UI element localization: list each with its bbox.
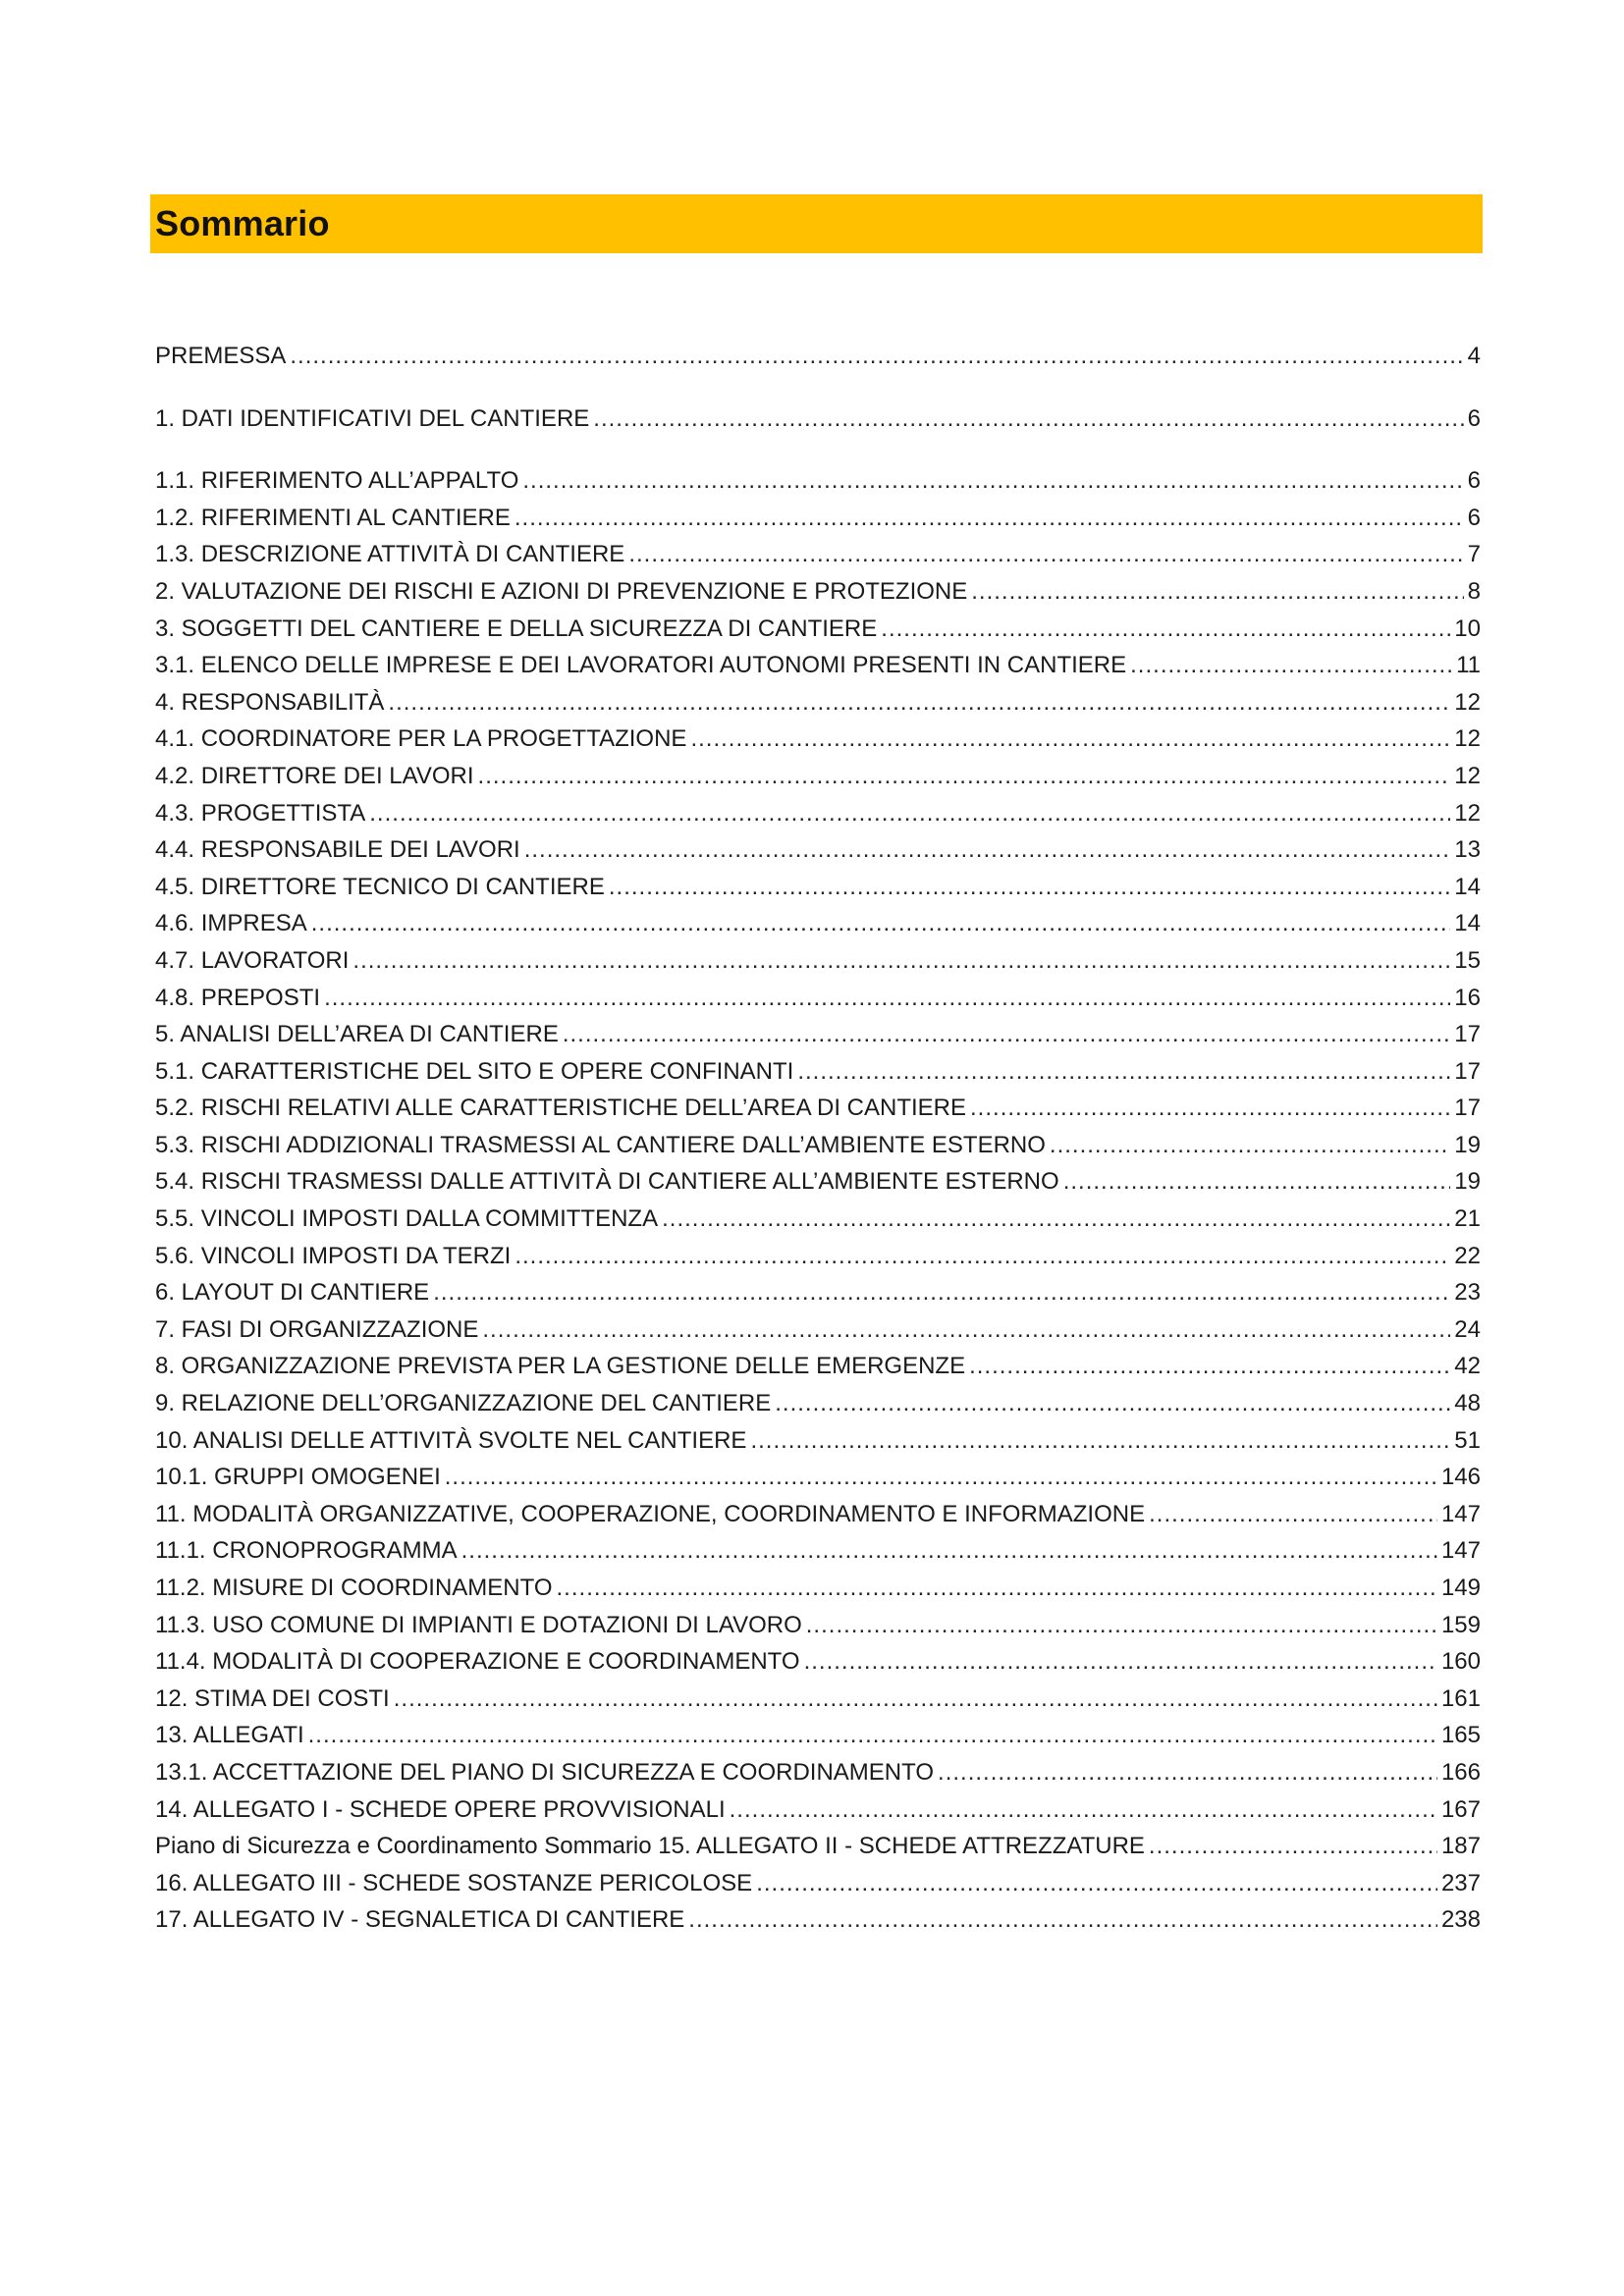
toc-dot-leader [478,758,1451,795]
toc-entry-page-number: 7 [1467,541,1481,568]
toc-entry-page-number: 147 [1440,1500,1481,1527]
toc-entry-page-number: 165 [1440,1722,1481,1749]
toc-dot-leader [352,942,1450,980]
toc-entry-page-number: 6 [1467,467,1481,495]
toc-entry-page-number: 24 [1454,1315,1481,1343]
toc-entry-page-number: 16 [1454,984,1481,1011]
toc-entry[interactable] [155,1828,1481,1865]
toc-dot-leader [806,1607,1437,1644]
toc-entry-page-number: 13 [1454,836,1481,864]
toc-entry-label: 5. ANALISI DELL’AREA DI CANTIERE [155,1021,559,1048]
toc-dot-leader [1149,1496,1437,1533]
toc-entry-page-number: 159 [1440,1611,1481,1638]
toc-dot-leader [290,338,1463,375]
toc-entry-label: 9. RELAZIONE DELL’ORGANIZZAZIONE DEL CANTIERE [155,1390,772,1417]
toc-entry-label: 4.2. DIRETTORE DEI LAVORI [155,762,474,789]
toc-entry-page-number: 17 [1454,1095,1481,1122]
toc-dot-leader [969,1348,1450,1385]
toc-entry-label: 10.1. GRUPPI OMOGENEI [155,1464,441,1491]
toc-entry-page-number: 12 [1454,762,1481,789]
toc-entry-label: 4.6. IMPRESA [155,910,307,937]
toc-entry[interactable] [155,1090,1481,1127]
toc-entry-label: 3. SOGGETTI DEL CANTIERE E DELLA SICUREZZA DI CANTIERE [155,614,878,642]
toc-entry-page-number: 6 [1467,404,1481,432]
toc-entry[interactable] [155,721,1481,758]
toc-entry-label: 13.1. ACCETTAZIONE DEL PIANO DI SICUREZZA E COORDINAMENTO [155,1758,935,1786]
toc-dot-leader [662,1201,1450,1238]
toc-entry[interactable] [155,1865,1481,1902]
toc-dot-leader [938,1754,1437,1791]
toc-dot-leader [797,1053,1450,1091]
toc-entry[interactable] [155,1348,1481,1385]
toc-entry-page-number: 23 [1454,1279,1481,1307]
title-bar [150,194,1483,253]
toc-entry-label: 10. ANALISI DELLE ATTIVITÀ SVOLTE NEL CANTIERE [155,1426,747,1454]
toc-entry-label: 5.3. RISCHI ADDIZIONALI TRASMESSI AL CANTIERE DALL’AMBIENTE ESTERNO [155,1131,1046,1158]
toc-dot-leader [730,1791,1437,1829]
toc-entry[interactable] [155,795,1481,832]
toc-dot-leader [369,795,1450,832]
toc-entry-label: 4.8. PREPOSTI [155,984,321,1011]
toc-dot-leader [750,1422,1450,1460]
toc-entry-label: 1.2. RIFERIMENTI AL CANTIERE [155,504,511,531]
toc-entry[interactable] [155,980,1481,1017]
toc-entry-page-number: 42 [1454,1353,1481,1380]
toc-entry[interactable] [155,462,1481,500]
toc-entry-label: 14. ALLEGATO I - SCHEDE OPERE PROVVISIONALI [155,1795,726,1823]
toc-entry[interactable] [155,831,1481,869]
toc-dot-leader [593,400,1463,438]
toc-entry-label: 11.4. MODALITÀ DI COOPERAZIONE E COORDINAMENTO [155,1648,800,1676]
toc-entry[interactable] [155,1459,1481,1496]
toc-entry-page-number: 187 [1440,1833,1481,1860]
toc-entry-label: 4.1. COORDINATORE PER LA PROGETTAZIONE [155,725,687,753]
toc-entry[interactable] [155,338,1481,375]
toc-entry[interactable] [155,647,1481,684]
toc-entry-page-number: 4 [1467,343,1481,369]
toc-entry[interactable] [155,1717,1481,1754]
toc-dot-leader [775,1385,1450,1422]
toc-entry[interactable] [155,1791,1481,1829]
toc-entry-page-number: 19 [1454,1131,1481,1158]
toc-entry[interactable] [155,1274,1481,1311]
toc-entry[interactable] [155,1643,1481,1681]
toc-entry-label: 6. LAYOUT DI CANTIERE [155,1279,430,1307]
toc-dot-leader [563,1016,1450,1053]
toc-entry[interactable] [155,1311,1481,1349]
toc-entry-page-number: 6 [1467,504,1481,531]
toc-entry-page-number: 167 [1440,1795,1481,1823]
toc-entry[interactable] [155,869,1481,906]
toc-entry[interactable] [155,1127,1481,1164]
toc-entry[interactable] [155,1607,1481,1644]
toc-entry-page-number: 17 [1454,1021,1481,1048]
toc-entry-page-number: 160 [1440,1648,1481,1676]
toc-entry-page-number: 8 [1467,577,1481,605]
toc-entry-label: 5.2. RISCHI RELATIVI ALLE CARATTERISTICHE DELL’AREA DI CANTIERE [155,1095,967,1122]
toc-entry[interactable] [155,1201,1481,1238]
toc-entry-label: 5.6. VINCOLI IMPOSTI DA TERZI [155,1242,512,1269]
toc-dot-leader [461,1532,1437,1570]
toc-entry-label: 11.1. CRONOPROGRAMMA [155,1537,458,1565]
toc-dot-leader [524,831,1451,869]
toc-entry-label: 13. ALLEGATI [155,1722,304,1749]
toc-entry[interactable] [155,1163,1481,1201]
toc-entry-page-number: 14 [1454,910,1481,937]
toc-entry-label: 5.4. RISCHI TRASMESSI DALLE ATTIVITÀ DI CANTIERE ALL’AMBIENTE ESTERNO [155,1168,1059,1196]
toc-entry-page-number: 147 [1440,1537,1481,1565]
toc-entry-label: 8. ORGANIZZAZIONE PREVISTA PER LA GESTIONE DELLE EMERGENZE [155,1353,966,1380]
toc-entry-page-number: 11 [1456,652,1481,679]
toc-entry[interactable] [155,1570,1481,1607]
toc-entry-page-number: 21 [1454,1205,1481,1233]
toc-entry-label: 7. FASI DI ORGANIZZAZIONE [155,1315,479,1343]
table-of-contents [155,338,1481,1939]
toc-entry-label: 4. RESPONSABILITÀ [155,688,385,716]
toc-entry[interactable] [155,905,1481,942]
toc-entry-page-number: 17 [1454,1057,1481,1085]
toc-entry-label: 2. VALUTAZIONE DEI RISCHI E AZIONI DI PREVENZIONE E PROTEZIONE [155,577,968,605]
toc-entry-page-number: 146 [1440,1464,1481,1491]
toc-entry[interactable] [155,1238,1481,1275]
toc-entry-label: 1.1. RIFERIMENTO ALL’APPALTO [155,467,519,495]
toc-entry[interactable] [155,611,1481,648]
toc-entry-label: 4.4. RESPONSABILE DEI LAVORI [155,836,520,864]
toc-entry[interactable] [155,1053,1481,1091]
toc-entry-label: Piano di Sicurezza e Coordinamento Sommario 15. ALLEGATO II - SCHEDE ATTREZZATURE [155,1833,1145,1860]
toc-entry-label: 1.3. DESCRIZIONE ATTIVITÀ DI CANTIERE [155,541,625,568]
toc-entry[interactable] [155,400,1481,438]
toc-entry-label: 5.5. VINCOLI IMPOSTI DALLA COMMITTENZA [155,1205,659,1233]
toc-entry[interactable] [155,758,1481,795]
toc-entry-label: 16. ALLEGATO III - SCHEDE SOSTANZE PERICOLOSE [155,1869,753,1896]
toc-dot-leader [482,1311,1450,1349]
toc-entry[interactable] [155,1901,1481,1939]
toc-entry[interactable] [155,1754,1481,1791]
toc-entry-page-number: 238 [1440,1906,1481,1934]
toc-entry-page-number: 51 [1454,1426,1481,1454]
toc-dot-leader [388,684,1450,721]
toc-dot-leader [522,462,1463,500]
toc-entry-page-number: 14 [1454,873,1481,900]
toc-dot-leader [445,1459,1437,1496]
toc-entry-label: 4.7. LAVORATORI [155,946,350,974]
toc-entry-label: 11.3. USO COMUNE DI IMPIANTI E DOTAZIONI DI LAVORO [155,1611,802,1638]
toc-dot-leader [970,1090,1450,1127]
page-title: Sommario [155,203,330,243]
toc-entry-page-number: 15 [1454,946,1481,974]
toc-entry[interactable] [155,942,1481,980]
toc-dot-leader [514,1238,1450,1275]
toc-dot-leader [690,721,1450,758]
toc-dot-leader [514,500,1464,537]
toc-dot-leader [756,1865,1437,1902]
toc-entry-label: 1. DATI IDENTIFICATIVI DEL CANTIERE [155,404,590,432]
toc-dot-leader [628,536,1463,573]
toc-entry[interactable] [155,1016,1481,1053]
toc-entry-label: 4.5. DIRETTORE TECNICO DI CANTIERE [155,873,605,900]
toc-entry-page-number: 19 [1454,1168,1481,1196]
toc-entry[interactable] [155,684,1481,721]
toc-dot-leader [311,905,1451,942]
toc-dot-leader [324,980,1450,1017]
toc-dot-leader [557,1570,1437,1607]
toc-entry[interactable] [155,500,1481,537]
toc-dot-leader [804,1643,1437,1681]
toc-dot-leader [1149,1828,1437,1865]
toc-entry[interactable] [155,1681,1481,1718]
toc-dot-leader [881,611,1450,648]
toc-entry-page-number: 12 [1454,725,1481,753]
toc-entry-label: 3.1. ELENCO DELLE IMPRESE E DEI LAVORATORI AUTONOMI PRESENTI IN CANTIERE [155,652,1127,679]
toc-entry-label: 12. STIMA DEI COSTI [155,1684,390,1712]
toc-entry-page-number: 12 [1454,688,1481,716]
toc-entry-label: 4.3. PROGETTISTA [155,799,366,827]
toc-entry-label: PREMESSA [155,343,287,369]
toc-entry-page-number: 161 [1440,1684,1481,1712]
toc-entry-page-number: 149 [1440,1575,1481,1601]
toc-dot-leader [1130,647,1452,684]
toc-entry-label: 5.1. CARATTERISTICHE DEL SITO E OPERE CONFINANTI [155,1057,794,1085]
toc-entry-page-number: 166 [1440,1758,1481,1786]
toc-dot-leader [609,869,1450,906]
toc-dot-leader [1050,1127,1450,1164]
toc-entry[interactable] [155,1422,1481,1460]
toc-entry[interactable] [155,1532,1481,1570]
toc-dot-leader [308,1717,1437,1754]
toc-dot-leader [688,1901,1437,1939]
toc-entry-page-number: 237 [1440,1869,1481,1896]
toc-dot-leader [433,1274,1450,1311]
toc-entry-page-number: 12 [1454,799,1481,827]
toc-dot-leader [1063,1163,1451,1201]
toc-dot-leader [971,573,1463,611]
toc-entry-label: 17. ALLEGATO IV - SEGNALETICA DI CANTIERE [155,1906,685,1934]
toc-entry-page-number: 48 [1454,1390,1481,1417]
toc-entry[interactable] [155,1385,1481,1422]
toc-dot-leader [394,1681,1437,1718]
toc-entry-label: 11.2. MISURE DI COORDINAMENTO [155,1575,553,1601]
toc-entry[interactable] [155,1496,1481,1533]
toc-entry-label: 11. MODALITÀ ORGANIZZATIVE, COOPERAZIONE, COORDINAMENTO E INFORMAZIONE [155,1500,1146,1527]
toc-entry-page-number: 22 [1454,1242,1481,1269]
toc-entry-page-number: 10 [1454,614,1481,642]
toc-entry[interactable] [155,536,1481,573]
toc-entry[interactable] [155,573,1481,611]
